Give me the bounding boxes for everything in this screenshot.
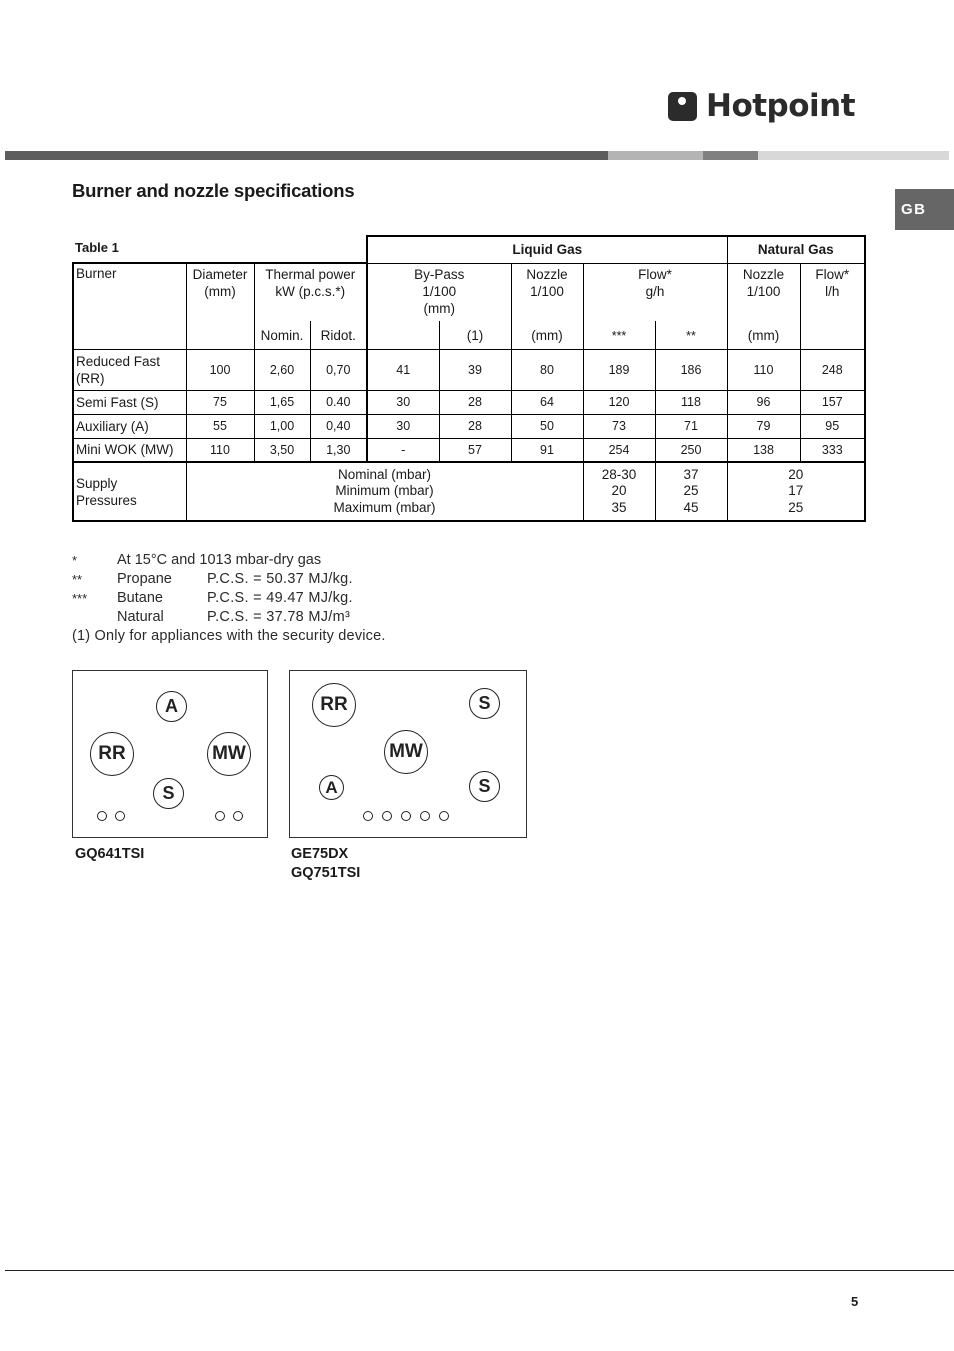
cell-flow-propane: 71 — [655, 414, 727, 438]
cell-nozzle: 80 — [511, 349, 583, 390]
supply-label-cell — [73, 462, 186, 521]
table-row — [73, 349, 865, 390]
footnote-text: (1) Only for appliances with the security device. — [72, 628, 386, 644]
col-header-ng-nozzle — [727, 263, 800, 321]
sub-header-flow-butane: *** — [583, 321, 655, 349]
pressure-value: 25 — [683, 483, 699, 499]
col-header-text: 1/100 — [530, 283, 564, 299]
cell-ridot: 1,30 — [310, 438, 367, 462]
sub-header-flow-propane: ** — [655, 321, 727, 349]
footnote — [72, 589, 386, 608]
footnote — [72, 551, 386, 570]
cell-bypass: - — [367, 438, 439, 462]
cell-flow-butane: 73 — [583, 414, 655, 438]
col-header-text: 1/100 — [422, 283, 457, 299]
group-header-liquid-gas: Liquid Gas — [367, 236, 727, 263]
burner-semi-fast-label: S — [469, 688, 500, 719]
sub-header-ridot: Ridot. — [310, 321, 367, 349]
burner-spec-table — [72, 235, 866, 522]
supply-label: Supply — [76, 475, 118, 491]
col-header-thermal-power — [254, 263, 367, 321]
col-header-nozzle — [511, 263, 583, 321]
table-row — [73, 390, 865, 414]
footnote-gas: Propane — [117, 571, 172, 587]
cell-ng-nozzle: 79 — [727, 414, 800, 438]
footnote — [72, 627, 386, 646]
pressure-value: 20 — [611, 483, 627, 499]
table-row — [73, 438, 865, 462]
col-header-text: Flow* — [638, 266, 672, 282]
cell-ng-nozzle: 138 — [727, 438, 800, 462]
cell-ng-nozzle: 110 — [727, 349, 800, 390]
header-rule-segment — [758, 151, 949, 160]
brand-name: Hotpoint — [706, 88, 856, 124]
burner-name: (RR) — [76, 370, 105, 386]
burner-reduced-fast-label: RR — [90, 732, 134, 776]
cell-nozzle: 91 — [511, 438, 583, 462]
cell-flow-propane: 250 — [655, 438, 727, 462]
header-rule-segment — [608, 151, 703, 160]
section-title: Burner and nozzle specifications — [72, 180, 355, 201]
knob-icon — [401, 811, 411, 821]
supply-label: Pressures — [76, 492, 137, 508]
footnote-mark: *** — [72, 591, 88, 606]
supply-butane-cell — [583, 462, 655, 521]
language-tab: GB — [895, 189, 954, 230]
burner-name: Auxiliary (A) — [73, 414, 186, 438]
burner-mini-wok-label: MW — [384, 730, 428, 774]
sub-header-bypass-1: (1) — [439, 321, 511, 349]
col-header-text: g/h — [645, 283, 665, 299]
cell-diameter: 110 — [186, 438, 254, 462]
col-header-text: 1/100 — [746, 283, 781, 299]
footnote-pcs: P.C.S. = 37.78 MJ/m³ — [207, 609, 351, 625]
footnote-gas: Natural — [117, 609, 164, 625]
hob-diagram-right — [289, 670, 527, 838]
cell-bypass: 41 — [367, 349, 439, 390]
pressure-value: 28-30 — [601, 466, 637, 482]
knob-icon — [382, 811, 392, 821]
col-header-text: Nozzle — [742, 266, 785, 282]
col-header-text: Diameter — [192, 267, 248, 282]
brand-logo-icon — [668, 92, 697, 121]
knob-icon — [215, 811, 225, 821]
footnote — [72, 608, 386, 627]
col-header-text: Burner — [76, 266, 117, 281]
cell-nozzle: 50 — [511, 414, 583, 438]
cell-diameter: 75 — [186, 390, 254, 414]
footnote-gas: Butane — [117, 590, 163, 606]
col-header-text: Nozzle — [526, 266, 568, 282]
cell-nomin: 3,50 — [254, 438, 310, 462]
pressure-value: 37 — [683, 466, 699, 482]
knob-icon — [115, 811, 125, 821]
cell-flow-propane: 118 — [655, 390, 727, 414]
cell-bypass-1: 28 — [439, 414, 511, 438]
col-header-text: By-Pass — [414, 266, 465, 282]
group-header-natural-gas: Natural Gas — [727, 236, 865, 263]
supply-pressures-row — [73, 462, 865, 521]
burner-reduced-fast-label: RR — [312, 683, 356, 727]
cell-flow-butane: 189 — [583, 349, 655, 390]
col-header-diameter — [186, 263, 254, 349]
footer-rule — [5, 1270, 954, 1271]
knob-icon — [439, 811, 449, 821]
supply-natural-cell — [727, 462, 865, 521]
cell-bypass: 30 — [367, 414, 439, 438]
footnote-mark: * — [72, 553, 78, 568]
cell-ng-nozzle: 96 — [727, 390, 800, 414]
col-header-bypass — [367, 263, 511, 321]
knob-icon — [233, 811, 243, 821]
cell-nomin: 2,60 — [254, 349, 310, 390]
footnote-pcs: P.C.S. = 50.37 MJ/kg. — [207, 571, 353, 587]
cell-ng-flow: 95 — [800, 414, 865, 438]
model-label: GQ641TSI — [75, 846, 145, 862]
sub-header-nozzle-mm: (mm) — [511, 321, 583, 349]
sub-header-ng-flow-blank — [800, 321, 865, 349]
footnote-mark: ** — [72, 572, 83, 587]
cell-flow-propane: 186 — [655, 349, 727, 390]
header-rule-segment — [703, 151, 758, 160]
cell-ng-flow: 248 — [800, 349, 865, 390]
sub-header-nomin: Nomin. — [254, 321, 310, 349]
knob-icon — [97, 811, 107, 821]
col-header-flow — [583, 263, 727, 321]
cell-flow-butane: 254 — [583, 438, 655, 462]
cell-ridot: 0,40 — [310, 414, 367, 438]
pressure-value: 17 — [788, 483, 804, 499]
pressure-type: Nominal (mbar) — [337, 466, 432, 482]
footnote-text: At 15°C and 1013 mbar-dry gas — [117, 552, 322, 568]
burner-semi-fast-label: S — [153, 778, 184, 809]
cell-bypass-1: 57 — [439, 438, 511, 462]
burner-name: Semi Fast (S) — [73, 390, 186, 414]
footnote — [72, 570, 386, 589]
col-header-burner — [73, 263, 186, 349]
col-header-text: kW (p.c.s.*) — [275, 284, 346, 299]
col-header-text: l/h — [825, 283, 840, 299]
cell-flow-butane: 120 — [583, 390, 655, 414]
model-label: GQ751TSI — [291, 865, 361, 881]
knob-icon — [420, 811, 430, 821]
model-labels — [291, 845, 360, 883]
knob-icon — [363, 811, 373, 821]
pressure-value: 45 — [683, 499, 699, 515]
cell-bypass-1: 28 — [439, 390, 511, 414]
model-label: GE75DX — [291, 846, 349, 862]
burner-name-cell — [73, 349, 186, 390]
burner-mini-wok-label: MW — [207, 732, 251, 776]
footnote-pcs: P.C.S. = 49.47 MJ/kg. — [207, 590, 353, 606]
cell-ng-flow: 333 — [800, 438, 865, 462]
cell-ng-flow: 157 — [800, 390, 865, 414]
supply-types-cell — [186, 462, 583, 521]
cell-nomin: 1,00 — [254, 414, 310, 438]
cell-bypass-1: 39 — [439, 349, 511, 390]
burner-name: Mini WOK (MW) — [73, 438, 186, 462]
page-number: 5 — [851, 1294, 859, 1309]
table-row — [73, 414, 865, 438]
pressure-value: 20 — [788, 466, 804, 482]
cell-diameter: 55 — [186, 414, 254, 438]
pressure-value: 25 — [788, 499, 804, 515]
sub-header-bypass-blank — [367, 321, 439, 349]
cell-diameter: 100 — [186, 349, 254, 390]
cell-ridot: 0,70 — [310, 349, 367, 390]
table-label: Table 1 — [75, 240, 119, 255]
burner-name: Reduced Fast — [76, 353, 161, 369]
burner-auxiliary-label: A — [319, 775, 344, 800]
brand-logo — [668, 86, 855, 126]
pressure-type: Minimum (mbar) — [335, 483, 434, 499]
burner-semi-fast-label: S — [469, 771, 500, 802]
col-header-text: (mm) — [204, 284, 236, 299]
sub-header-ng-nozzle-mm: (mm) — [727, 321, 800, 349]
cell-nozzle: 64 — [511, 390, 583, 414]
pressure-type: Maximum (mbar) — [333, 499, 436, 515]
col-header-text: Flow* — [815, 266, 850, 282]
supply-propane-cell — [655, 462, 727, 521]
col-header-text: (mm) — [423, 300, 455, 316]
cell-nomin: 1,65 — [254, 390, 310, 414]
col-header-text: Thermal power — [265, 267, 356, 282]
footnotes — [72, 551, 386, 646]
cell-ridot: 0.40 — [310, 390, 367, 414]
burner-auxiliary-label: A — [156, 691, 187, 722]
col-header-ng-flow — [800, 263, 865, 321]
hob-diagram-left — [72, 670, 268, 838]
pressure-value: 35 — [611, 499, 627, 515]
cell-bypass: 30 — [367, 390, 439, 414]
header-rule-segment — [5, 151, 608, 160]
